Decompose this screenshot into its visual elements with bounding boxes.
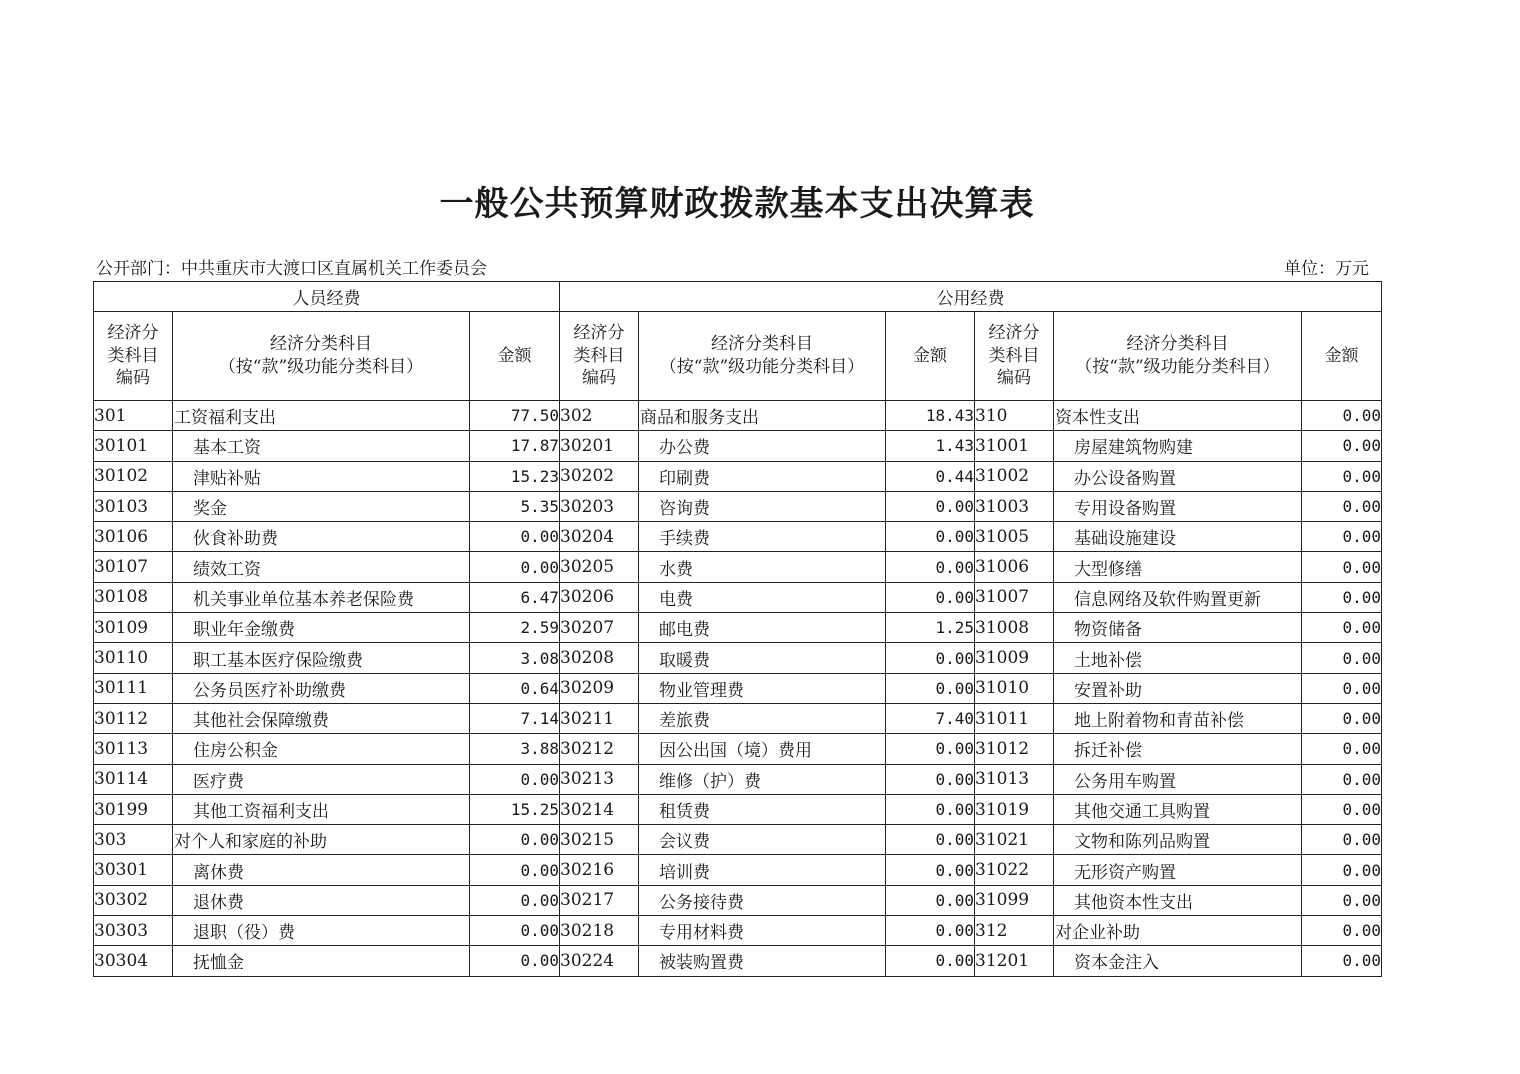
personnel-name-cell: 基本工资 (173, 431, 470, 461)
capital-name-cell: 物资储备 (1054, 613, 1302, 643)
public-code-cell: 30217 (560, 885, 639, 915)
public-amount-cell: 0.00 (886, 643, 975, 673)
capital-code-cell: 31001 (975, 431, 1054, 461)
table-body (94, 401, 1382, 977)
public-amount-cell: 0.00 (886, 825, 975, 855)
capital-name-cell: 对企业补助 (1054, 916, 1302, 946)
column-header-code-line: 经济分 (107, 322, 159, 343)
personnel-amount-cell: 0.00 (470, 885, 560, 915)
public-amount-cell: 0.00 (886, 734, 975, 764)
capital-amount-cell: 0.00 (1302, 522, 1382, 552)
personnel-amount-cell: 0.00 (470, 946, 560, 976)
public-name-cell: 维修（护）费 (639, 764, 886, 794)
column-header-code (975, 312, 1054, 401)
public-code-cell: 30216 (560, 855, 639, 885)
public-code-cell: 30201 (560, 431, 639, 461)
personnel-code-cell: 30106 (94, 522, 173, 552)
capital-name-cell: 资本金注入 (1054, 946, 1302, 976)
capital-name-cell: 其他资本性支出 (1054, 885, 1302, 915)
personnel-code-cell: 30102 (94, 461, 173, 491)
capital-code-cell: 312 (975, 916, 1054, 946)
public-code-cell: 30213 (560, 764, 639, 794)
table-row (94, 522, 1382, 552)
column-header-row (94, 312, 1382, 401)
personnel-name-cell: 离休费 (173, 855, 470, 885)
personnel-amount-cell: 17.87 (470, 431, 560, 461)
department-label: 公开部门：中共重庆市大渡口区直属机关工作委员会 (96, 259, 487, 279)
capital-code-cell: 31201 (975, 946, 1054, 976)
personnel-name-cell: 绩效工资 (173, 552, 470, 582)
personnel-amount-cell: 0.64 (470, 673, 560, 703)
column-header-code-line: 编码 (997, 368, 1031, 389)
public-name-cell: 公务接待费 (639, 885, 886, 915)
capital-name-cell: 公务用车购置 (1054, 764, 1302, 794)
capital-code-cell: 31003 (975, 491, 1054, 521)
public-amount-cell: 0.00 (886, 885, 975, 915)
capital-code-cell: 31009 (975, 643, 1054, 673)
capital-name-cell: 土地补偿 (1054, 643, 1302, 673)
capital-amount-cell: 0.00 (1302, 673, 1382, 703)
public-name-cell: 物业管理费 (639, 673, 886, 703)
personnel-code-cell: 30107 (94, 552, 173, 582)
column-header-code-line: 类科目 (107, 345, 159, 366)
capital-code-cell: 31011 (975, 703, 1054, 733)
public-amount-cell: 0.00 (886, 764, 975, 794)
public-amount-cell: 0.00 (886, 794, 975, 824)
capital-amount-cell: 0.00 (1302, 794, 1382, 824)
personnel-amount-cell: 6.47 (470, 582, 560, 612)
public-amount-cell: 18.43 (886, 401, 975, 431)
personnel-code-cell: 30113 (94, 734, 173, 764)
capital-amount-cell: 0.00 (1302, 946, 1382, 976)
capital-amount-cell: 0.00 (1302, 582, 1382, 612)
public-name-cell: 会议费 (639, 825, 886, 855)
table-row (94, 794, 1382, 824)
personnel-name-cell: 其他社会保障缴费 (173, 703, 470, 733)
capital-name-cell: 基础设施建设 (1054, 522, 1302, 552)
capital-amount-cell: 0.00 (1302, 764, 1382, 794)
public-amount-cell: 0.00 (886, 916, 975, 946)
personnel-amount-cell: 15.23 (470, 461, 560, 491)
personnel-name-cell: 抚恤金 (173, 946, 470, 976)
personnel-name-cell: 津贴补贴 (173, 461, 470, 491)
public-name-cell: 办公费 (639, 431, 886, 461)
capital-code-cell: 31099 (975, 885, 1054, 915)
column-header-name-line: 经济分类科目 (270, 334, 372, 355)
column-header-code (94, 312, 173, 401)
table-row (94, 855, 1382, 885)
public-code-cell: 30214 (560, 794, 639, 824)
table-row (94, 946, 1382, 976)
capital-name-cell: 安置补助 (1054, 673, 1302, 703)
personnel-code-cell: 30108 (94, 582, 173, 612)
public-code-cell: 30208 (560, 643, 639, 673)
public-name-cell: 专用材料费 (639, 916, 886, 946)
personnel-name-cell: 职业年金缴费 (173, 613, 470, 643)
capital-name-cell: 信息网络及软件购置更新 (1054, 582, 1302, 612)
column-header-amount: 金额 (470, 312, 560, 401)
capital-name-cell: 资本性支出 (1054, 401, 1302, 431)
public-name-cell: 电费 (639, 582, 886, 612)
personnel-name-cell: 其他工资福利支出 (173, 794, 470, 824)
page-title: 一般公共预算财政拨款基本支出决算表 (439, 184, 1035, 224)
capital-name-cell: 无形资产购置 (1054, 855, 1302, 885)
capital-amount-cell: 0.00 (1302, 401, 1382, 431)
personnel-name-cell: 住房公积金 (173, 734, 470, 764)
public-name-cell: 手续费 (639, 522, 886, 552)
personnel-code-cell: 30114 (94, 764, 173, 794)
table-row (94, 643, 1382, 673)
public-amount-cell: 0.44 (886, 461, 975, 491)
personnel-amount-cell: 2.59 (470, 613, 560, 643)
capital-amount-cell: 0.00 (1302, 703, 1382, 733)
personnel-code-cell: 30302 (94, 885, 173, 915)
personnel-amount-cell: 0.00 (470, 522, 560, 552)
capital-amount-cell: 0.00 (1302, 491, 1382, 521)
personnel-code-cell: 30112 (94, 703, 173, 733)
personnel-name-cell: 对个人和家庭的补助 (173, 825, 470, 855)
public-amount-cell: 7.40 (886, 703, 975, 733)
capital-amount-cell: 0.00 (1302, 552, 1382, 582)
capital-code-cell: 31010 (975, 673, 1054, 703)
public-name-cell: 租赁费 (639, 794, 886, 824)
column-header-name-line: （按“款”级功能分类科目） (218, 357, 424, 377)
capital-code-cell: 31012 (975, 734, 1054, 764)
personnel-name-cell: 机关事业单位基本养老保险费 (173, 582, 470, 612)
capital-name-cell: 拆迁补偿 (1054, 734, 1302, 764)
table-row (94, 613, 1382, 643)
column-header-name-line: （按“款”级功能分类科目） (1075, 357, 1280, 377)
table-row (94, 491, 1382, 521)
public-name-cell: 邮电费 (639, 613, 886, 643)
public-amount-cell: 0.00 (886, 582, 975, 612)
public-code-cell: 30218 (560, 916, 639, 946)
public-code-cell: 30205 (560, 552, 639, 582)
column-header-amount: 金额 (1302, 312, 1382, 401)
public-amount-cell: 0.00 (886, 491, 975, 521)
capital-name-cell: 办公设备购置 (1054, 461, 1302, 491)
public-code-cell: 30211 (560, 703, 639, 733)
personnel-name-cell: 医疗费 (173, 764, 470, 794)
public-name-cell: 培训费 (639, 855, 886, 885)
capital-name-cell: 房屋建筑物购建 (1054, 431, 1302, 461)
table-row (94, 461, 1382, 491)
capital-code-cell: 31021 (975, 825, 1054, 855)
public-amount-cell: 1.25 (886, 613, 975, 643)
public-name-cell: 商品和服务支出 (639, 401, 886, 431)
capital-name-cell: 地上附着物和青苗补偿 (1054, 703, 1302, 733)
public-code-cell: 30209 (560, 673, 639, 703)
capital-code-cell: 31013 (975, 764, 1054, 794)
personnel-code-cell: 30303 (94, 916, 173, 946)
personnel-amount-cell: 0.00 (470, 855, 560, 885)
personnel-name-cell: 退职（役）费 (173, 916, 470, 946)
column-header-code-line: 编码 (582, 368, 616, 389)
public-name-cell: 差旅费 (639, 703, 886, 733)
personnel-amount-cell: 0.00 (470, 825, 560, 855)
column-header-amount: 金额 (886, 312, 975, 401)
capital-name-cell: 大型修缮 (1054, 552, 1302, 582)
personnel-name-cell: 奖金 (173, 491, 470, 521)
budget-table (93, 281, 1382, 977)
table-row (94, 552, 1382, 582)
personnel-code-cell: 303 (94, 825, 173, 855)
public-name-cell: 咨询费 (639, 491, 886, 521)
column-header-name (173, 312, 470, 401)
personnel-code-cell: 301 (94, 401, 173, 431)
column-header-code-line: 类科目 (988, 345, 1040, 366)
column-header-name (1054, 312, 1302, 401)
table-row (94, 825, 1382, 855)
capital-code-cell: 31022 (975, 855, 1054, 885)
personnel-amount-cell: 7.14 (470, 703, 560, 733)
column-header-code-line: 类科目 (573, 345, 625, 366)
personnel-code-cell: 30301 (94, 855, 173, 885)
capital-code-cell: 31002 (975, 461, 1054, 491)
capital-amount-cell: 0.00 (1302, 916, 1382, 946)
personnel-code-cell: 30101 (94, 431, 173, 461)
public-name-cell: 水费 (639, 552, 886, 582)
capital-amount-cell: 0.00 (1302, 825, 1382, 855)
personnel-code-cell: 30110 (94, 643, 173, 673)
public-code-cell: 30215 (560, 825, 639, 855)
capital-code-cell: 31007 (975, 582, 1054, 612)
public-code-cell: 30224 (560, 946, 639, 976)
personnel-amount-cell: 3.08 (470, 643, 560, 673)
public-amount-cell: 0.00 (886, 673, 975, 703)
public-name-cell: 印刷费 (639, 461, 886, 491)
public-code-cell: 30212 (560, 734, 639, 764)
table-row (94, 582, 1382, 612)
column-header-code-line: 经济分 (573, 322, 625, 343)
personnel-amount-cell: 5.35 (470, 491, 560, 521)
personnel-code-cell: 30304 (94, 946, 173, 976)
table-row (94, 885, 1382, 915)
table-row (94, 401, 1382, 431)
table-row (94, 916, 1382, 946)
personnel-code-cell: 30109 (94, 613, 173, 643)
table-row (94, 703, 1382, 733)
capital-code-cell: 310 (975, 401, 1054, 431)
personnel-name-cell: 职工基本医疗保险缴费 (173, 643, 470, 673)
public-amount-cell: 0.00 (886, 946, 975, 976)
capital-code-cell: 31019 (975, 794, 1054, 824)
personnel-name-cell: 伙食补助费 (173, 522, 470, 552)
table-row (94, 673, 1382, 703)
personnel-amount-cell: 0.00 (470, 916, 560, 946)
public-amount-cell: 0.00 (886, 855, 975, 885)
capital-code-cell: 31008 (975, 613, 1054, 643)
column-header-code-line: 编码 (116, 368, 150, 389)
capital-amount-cell: 0.00 (1302, 734, 1382, 764)
capital-amount-cell: 0.00 (1302, 461, 1382, 491)
personnel-amount-cell: 15.25 (470, 794, 560, 824)
personnel-name-cell: 工资福利支出 (173, 401, 470, 431)
public-code-cell: 302 (560, 401, 639, 431)
column-header-code-line: 经济分 (988, 322, 1040, 343)
public-code-cell: 30203 (560, 491, 639, 521)
capital-amount-cell: 0.00 (1302, 855, 1382, 885)
unit-label: 单位：万元 (1284, 259, 1369, 279)
personnel-name-cell: 退休费 (173, 885, 470, 915)
column-header-name-line: （按“款”级功能分类科目） (659, 357, 865, 377)
public-code-cell: 30202 (560, 461, 639, 491)
personnel-code-cell: 30199 (94, 794, 173, 824)
table-row (94, 431, 1382, 461)
table-row (94, 734, 1382, 764)
column-header-name-line: 经济分类科目 (1126, 334, 1229, 355)
capital-code-cell: 31006 (975, 552, 1054, 582)
capital-amount-cell: 0.00 (1302, 431, 1382, 461)
column-header-name (639, 312, 886, 401)
capital-amount-cell: 0.00 (1302, 613, 1382, 643)
personnel-amount-cell: 77.50 (470, 401, 560, 431)
capital-name-cell: 文物和陈列品购置 (1054, 825, 1302, 855)
capital-amount-cell: 0.00 (1302, 885, 1382, 915)
public-code-cell: 30206 (560, 582, 639, 612)
public-name-cell: 取暖费 (639, 643, 886, 673)
capital-name-cell: 其他交通工具购置 (1054, 794, 1302, 824)
personnel-name-cell: 公务员医疗补助缴费 (173, 673, 470, 703)
public-amount-cell: 0.00 (886, 552, 975, 582)
public-amount-cell: 1.43 (886, 431, 975, 461)
public-amount-cell: 0.00 (886, 522, 975, 552)
table-row (94, 764, 1382, 794)
capital-name-cell: 专用设备购置 (1054, 491, 1302, 521)
column-header-code (560, 312, 639, 401)
capital-code-cell: 31005 (975, 522, 1054, 552)
column-header-name-line: 经济分类科目 (711, 334, 813, 355)
public-code-cell: 30204 (560, 522, 639, 552)
public-name-cell: 被装购置费 (639, 946, 886, 976)
personnel-amount-cell: 0.00 (470, 552, 560, 582)
public-name-cell: 因公出国（境）费用 (639, 734, 886, 764)
personnel-amount-cell: 0.00 (470, 764, 560, 794)
group-header-personnel: 人员经费 (94, 282, 560, 312)
personnel-amount-cell: 3.88 (470, 734, 560, 764)
public-code-cell: 30207 (560, 613, 639, 643)
personnel-code-cell: 30103 (94, 491, 173, 521)
personnel-code-cell: 30111 (94, 673, 173, 703)
group-header-public: 公用经费 (560, 282, 1382, 312)
capital-amount-cell: 0.00 (1302, 643, 1382, 673)
